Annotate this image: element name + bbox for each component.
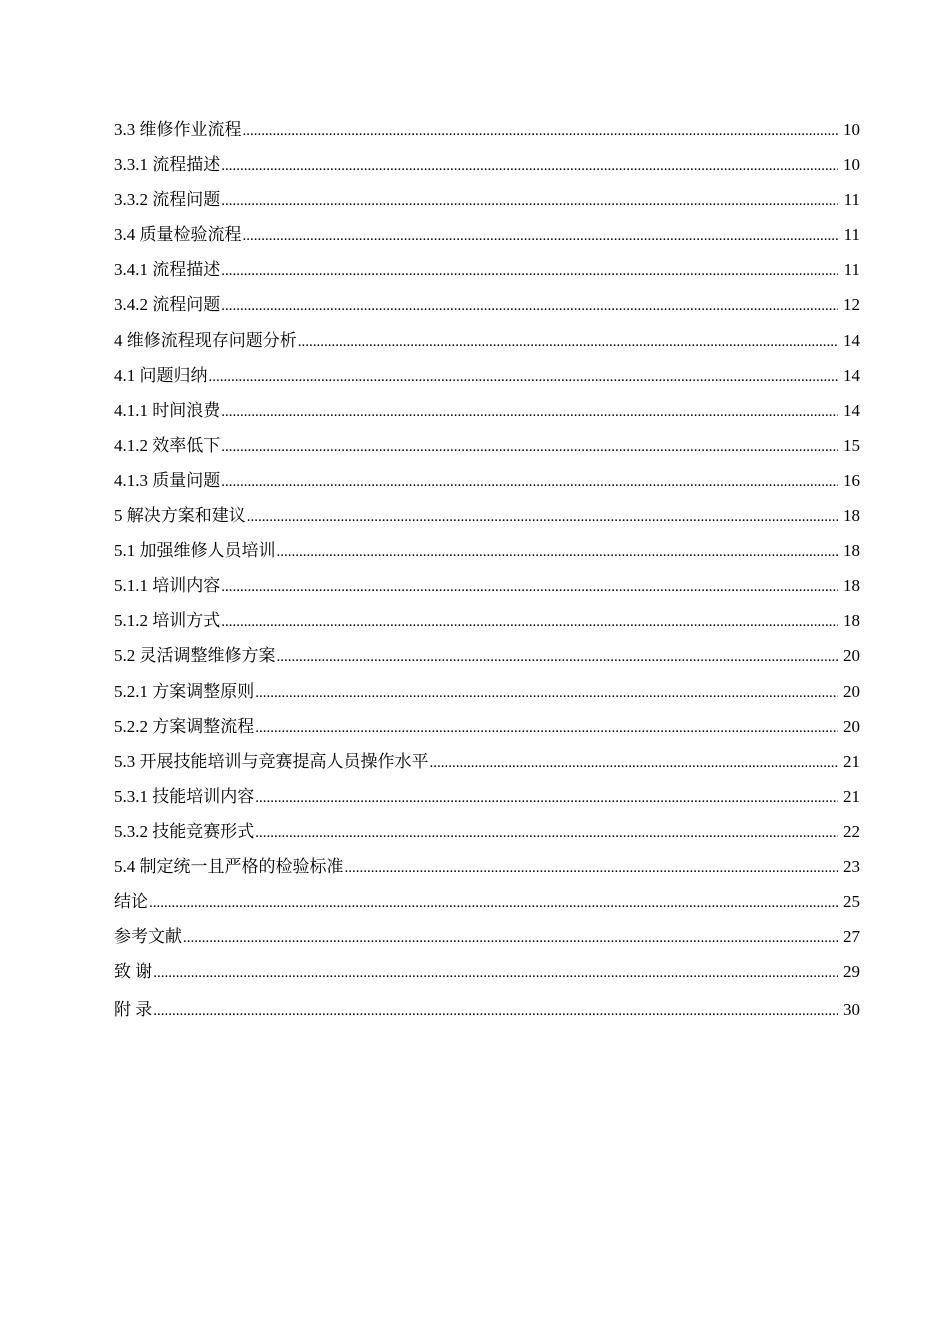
toc-dot-leader xyxy=(247,500,838,535)
toc-dot-leader xyxy=(255,676,838,711)
toc-entry[interactable] xyxy=(114,463,860,498)
toc-entry[interactable] xyxy=(114,954,860,989)
toc-page-number: 23 xyxy=(843,856,860,876)
toc-page-number: 27 xyxy=(843,927,860,947)
toc-dot-leader xyxy=(221,184,838,219)
toc-dot-leader xyxy=(243,114,839,149)
toc-entry[interactable] xyxy=(114,568,860,603)
toc-entry-label: 3.3 维修作业流程 xyxy=(114,120,242,139)
toc-entry-label: 5.2 灵活调整维修方案 xyxy=(114,646,276,666)
toc-entry[interactable] xyxy=(114,498,860,533)
toc-entry-label: 5.2.1 方案调整原则 xyxy=(114,681,255,701)
toc-dot-leader xyxy=(153,956,838,991)
toc-entry-label: 5.1 加强维修人员培训 xyxy=(114,541,276,561)
toc-page-number: 29 xyxy=(843,962,860,982)
toc-page-number: 14 xyxy=(843,330,860,350)
toc-page-number: 21 xyxy=(843,751,860,771)
toc-entry[interactable] xyxy=(114,287,860,322)
toc-dot-leader xyxy=(243,219,839,254)
toc-dot-leader xyxy=(209,360,839,395)
toc-entry-label: 3.4.2 流程问题 xyxy=(114,295,221,315)
toc-page-number: 20 xyxy=(843,716,860,736)
toc-page-number: 30 xyxy=(843,1000,860,1020)
toc-entry-label: 4.1 问题归纳 xyxy=(114,365,208,385)
toc-entry[interactable] xyxy=(114,674,860,709)
toc-page-number: 11 xyxy=(843,225,860,245)
toc-entry-label: 5.4 制定统一且严格的检验标准 xyxy=(114,856,344,876)
toc-page-number: 25 xyxy=(843,892,860,912)
toc-entry[interactable] xyxy=(114,849,860,884)
toc-entry-label: 4.1.2 效率低下 xyxy=(114,435,221,455)
toc-dot-leader xyxy=(149,886,838,921)
toc-entry[interactable] xyxy=(114,358,860,393)
toc-dot-leader xyxy=(277,640,839,675)
toc-entry[interactable] xyxy=(114,252,860,287)
toc-dot-leader xyxy=(221,430,838,465)
toc-dot-leader xyxy=(255,711,838,746)
toc-page-number: 18 xyxy=(843,611,860,631)
toc-dot-leader xyxy=(255,781,838,816)
toc-entry[interactable] xyxy=(114,919,860,954)
toc-page-number: 22 xyxy=(843,821,860,841)
toc-dot-leader xyxy=(221,465,838,500)
toc-page-number: 18 xyxy=(843,541,860,561)
toc-dot-leader xyxy=(153,994,838,1029)
toc-entry-label: 5.3.2 技能竞赛形式 xyxy=(114,821,255,841)
toc-page-number: 20 xyxy=(843,681,860,701)
toc-dot-leader xyxy=(221,254,838,289)
toc-page-number: 14 xyxy=(843,365,860,385)
toc-entry[interactable] xyxy=(114,709,860,744)
toc-entry[interactable] xyxy=(114,779,860,814)
toc-entry[interactable] xyxy=(114,112,860,147)
toc-entry[interactable] xyxy=(114,884,860,919)
toc-dot-leader xyxy=(277,535,839,570)
toc-entry-label: 4 维修流程现存问题分析 xyxy=(114,330,297,350)
toc-entry[interactable] xyxy=(114,393,860,428)
toc-entry[interactable] xyxy=(114,533,860,568)
toc-entry-label: 5.2.2 方案调整流程 xyxy=(114,716,255,736)
toc-entry-label: 5.3 开展技能培训与竞赛提高人员操作水平 xyxy=(114,751,429,771)
toc-page-number: 12 xyxy=(843,295,860,315)
toc-entry-label: 4.1.3 质量问题 xyxy=(114,470,221,490)
toc-dot-leader xyxy=(345,851,839,886)
toc-entry[interactable] xyxy=(114,217,860,252)
toc-entry[interactable] xyxy=(114,992,860,1027)
toc-page-number: 21 xyxy=(843,786,860,806)
toc-entry-label: 5.3.1 技能培训内容 xyxy=(114,786,255,806)
toc-entry[interactable] xyxy=(114,744,860,779)
toc-page-number: 11 xyxy=(843,190,860,210)
toc-entry[interactable] xyxy=(114,603,860,638)
toc-page-number: 11 xyxy=(843,260,860,280)
toc-entry-label: 致 谢 xyxy=(114,962,153,982)
toc-entry-label: 3.4.1 流程描述 xyxy=(114,260,221,280)
toc-entry-label: 5.1.2 培训方式 xyxy=(114,611,221,631)
toc-page-number: 18 xyxy=(843,576,860,596)
toc-entry-label: 5 解决方案和建议 xyxy=(114,506,246,526)
toc-entry-label: 3.3.2 流程问题 xyxy=(114,190,221,210)
toc-page-number: 15 xyxy=(843,435,860,455)
toc-entry[interactable] xyxy=(114,638,860,673)
toc-dot-leader xyxy=(430,746,839,781)
toc-dot-leader xyxy=(221,149,838,184)
toc-entry-label: 4.1.1 时间浪费 xyxy=(114,400,221,420)
toc-dot-leader xyxy=(183,921,838,956)
toc-dot-leader xyxy=(221,395,838,430)
table-of-contents xyxy=(114,112,860,1027)
toc-entry[interactable] xyxy=(114,147,860,182)
toc-entry[interactable] xyxy=(114,814,860,849)
toc-page-number: 10 xyxy=(843,120,860,139)
toc-entry-label: 3.3.1 流程描述 xyxy=(114,155,221,175)
toc-entry-label: 3.4 质量检验流程 xyxy=(114,225,242,245)
toc-dot-leader xyxy=(255,816,838,851)
toc-page-number: 14 xyxy=(843,400,860,420)
toc-page-number: 20 xyxy=(843,646,860,666)
toc-page-number: 10 xyxy=(843,155,860,175)
toc-dot-leader xyxy=(298,325,838,360)
toc-page-number: 16 xyxy=(843,470,860,490)
toc-dot-leader xyxy=(221,289,838,324)
toc-dot-leader xyxy=(221,605,838,640)
toc-entry-label: 附 录 xyxy=(114,1000,153,1020)
toc-entry[interactable] xyxy=(114,323,860,358)
toc-entry[interactable] xyxy=(114,182,860,217)
toc-entry-label: 结论 xyxy=(114,892,148,912)
toc-dot-leader xyxy=(221,570,838,605)
toc-entry[interactable] xyxy=(114,428,860,463)
toc-page-number: 18 xyxy=(843,506,860,526)
toc-entry-label: 参考文献 xyxy=(114,927,182,947)
toc-entry-label: 5.1.1 培训内容 xyxy=(114,576,221,596)
